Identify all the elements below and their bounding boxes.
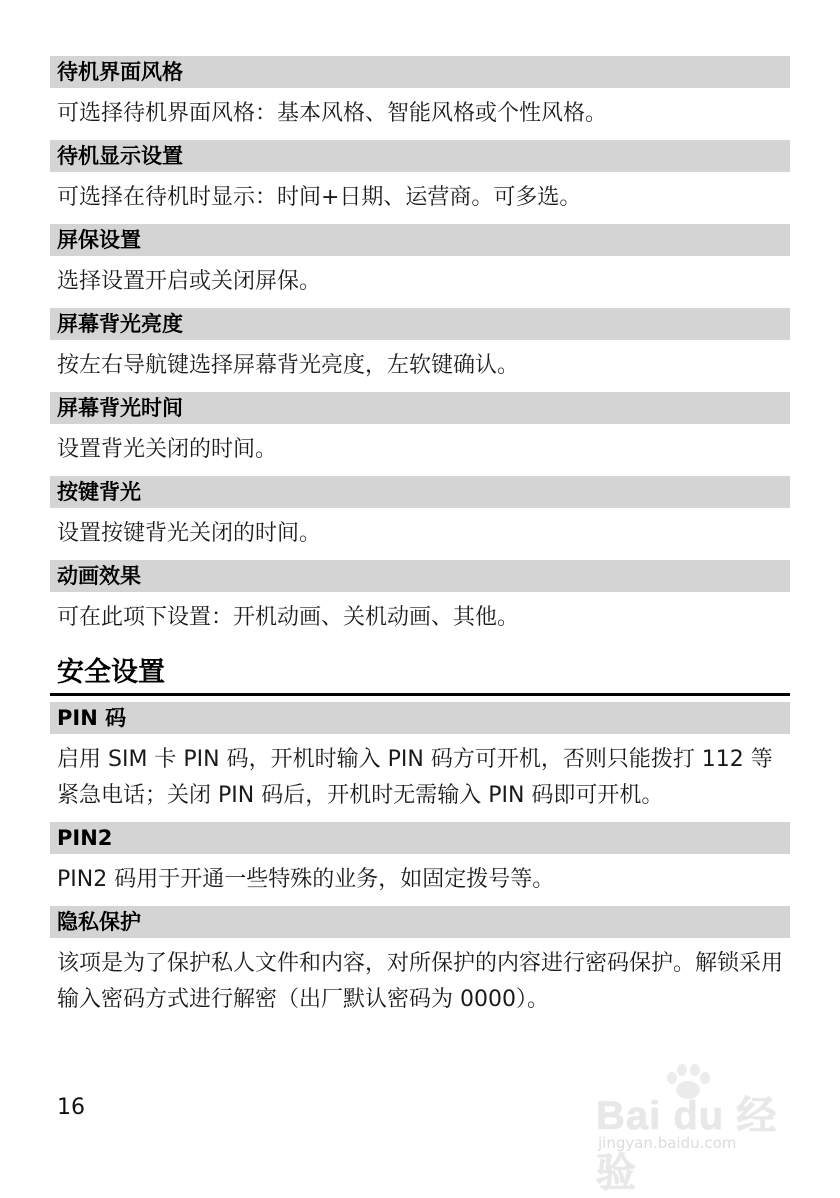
watermark-url: jingyan.baidu.com <box>598 1134 737 1152</box>
desc-backlight-brightness: 按左右导航键选择屏幕背光亮度，左软键确认。 <box>57 353 520 378</box>
manual-page <box>50 56 790 1026</box>
watermark-brand: Bai du 经验 <box>596 1094 778 1195</box>
desc-key-backlight: 设置按键背光关闭的时间。 <box>57 521 322 546</box>
desc-pin: 启用 SIM 卡 PIN 码，开机时输入 PIN 码方可开机，否则只能拨打 112 等紧急电话；关闭 PIN 码后，开机时无需输入 PIN 码即可开机。 <box>57 747 773 808</box>
watermark <box>596 1062 796 1195</box>
heading-privacy: 隐私保护 <box>50 906 790 938</box>
desc-screensaver: 选择设置开启或关闭屏保。 <box>57 269 322 294</box>
heading-backlight-brightness: 屏幕背光亮度 <box>50 308 790 340</box>
heading-standby-style: 待机界面风格 <box>50 56 790 88</box>
heading-screensaver: 屏保设置 <box>50 224 790 256</box>
desc-standby-display: 可选择在待机时显示：时间+日期、运营商。可多选。 <box>57 185 582 210</box>
heading-backlight-time: 屏幕背光时间 <box>50 392 790 424</box>
desc-animation: 可在此项下设置：开机动画、关机动画、其他。 <box>57 605 520 630</box>
heading-key-backlight: 按键背光 <box>50 476 790 508</box>
desc-standby-style: 可选择待机界面风格：基本风格、智能风格或个性风格。 <box>57 101 608 126</box>
heading-pin2: PIN2 <box>50 822 790 854</box>
desc-pin2: PIN2 码用于开通一些特殊的业务，如固定拨号等。 <box>57 867 555 892</box>
heading-pin: PIN 码 <box>50 702 790 734</box>
desc-privacy: 该项是为了保护私人文件和内容，对所保护的内容进行密码保护。解锁采用输入密码方式进行解密（出厂默认密码为 0000）。 <box>57 951 784 1012</box>
heading-standby-display: 待机显示设置 <box>50 140 790 172</box>
page-number: 16 <box>57 1095 85 1120</box>
section-title-security: 安全设置 <box>50 644 790 696</box>
heading-animation: 动画效果 <box>50 560 790 592</box>
desc-backlight-time: 设置背光关闭的时间。 <box>57 437 278 462</box>
